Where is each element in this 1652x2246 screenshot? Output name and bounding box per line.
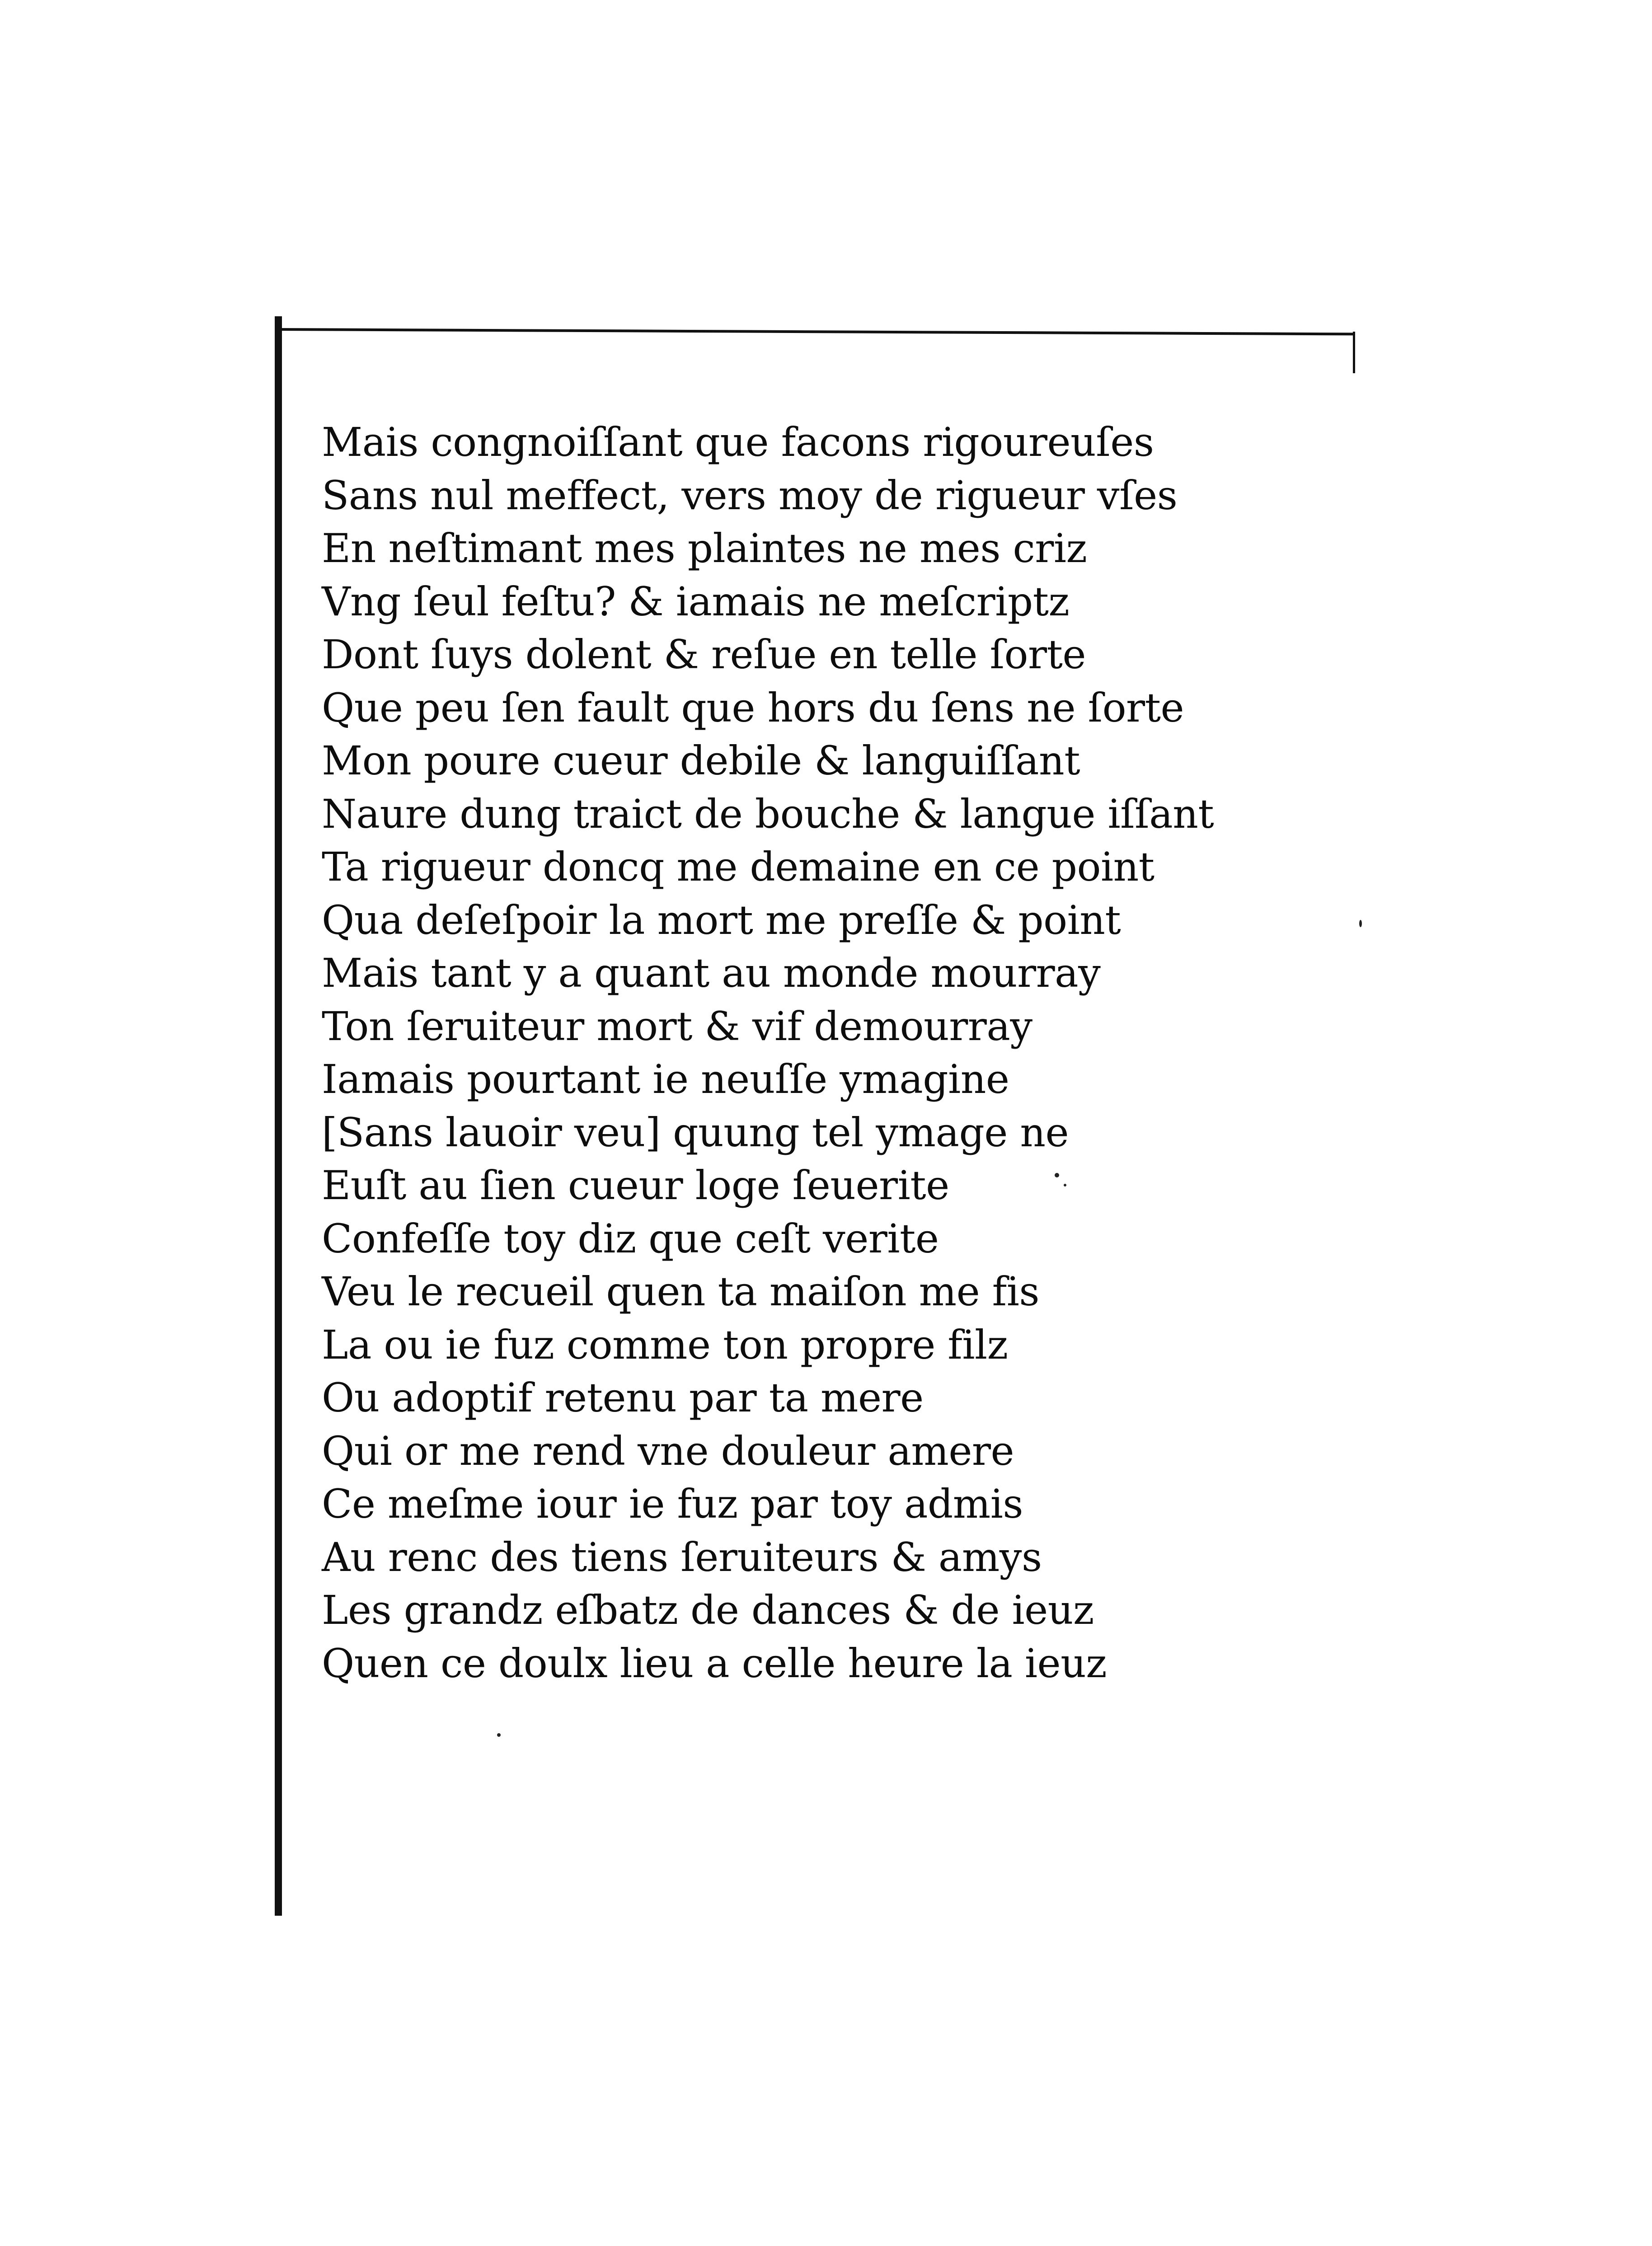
verse-line: [Sans lauoir veu] quung tel ymage ne [322, 1109, 1069, 1156]
verse-line: En neſtimant mes plaintes ne mes criz [322, 525, 1087, 572]
verse-line: Les grandz eſbatz de dances & de ieuz [322, 1587, 1094, 1633]
page-top-border [277, 328, 1355, 335]
verse-line: Mon poure cueur debile & languiſſant [322, 737, 1080, 784]
verse-line: Ta rigueur doncq me demaine en ce point [322, 844, 1155, 890]
page-left-border [275, 316, 282, 1916]
verse-line: Mais tant y a quant au monde mourray [322, 950, 1101, 996]
verse-line: Confeſſe toy diz que ceſt verite [322, 1215, 939, 1262]
verse-line: Au renc des tiens ſeruiteurs & amys [322, 1533, 1042, 1580]
verse-line: Sans nul meffect, vers moy de rigueur vſes [322, 472, 1178, 519]
page-corner-mark [1353, 332, 1355, 373]
verse-line: Ton ſeruiteur mort & vif demourray [322, 1003, 1032, 1050]
ink-speck [497, 1733, 501, 1737]
verse-line: Iamais pourtant ie neuſſe ymagine [322, 1056, 1009, 1102]
verse-line: Vng ſeul feſtu? & iamais ne meſcriptz [322, 578, 1070, 625]
verse-line: Dont ſuys dolent & reſue en telle ſorte [322, 631, 1086, 678]
verse-line: Quen ce doulx lieu a celle heure la ieuz [322, 1640, 1107, 1687]
verse-line: Naure dung traict de bouche & langue iſſant [322, 790, 1214, 837]
verse-line: Veu le recueil quen ta maiſon me fis [322, 1268, 1039, 1315]
verse-line: Mais congnoiſſant que facons rigoureuſes [322, 419, 1154, 465]
verse-line: Qua deſeſpoir la mort me preſſe & point [322, 896, 1121, 943]
verse-line: Que peu ſen fault que hors du ſens ne ſorte [322, 684, 1184, 731]
verse-line: La ou ie fuz comme ton propre filz [322, 1321, 1008, 1368]
verse-line: Euſt au ſien cueur loge ſeuerite [322, 1162, 949, 1209]
verse-line: Ou adoptif retenu par ta mere [322, 1374, 924, 1421]
verse-line: Qui or me rend vne douleur amere [322, 1427, 1014, 1474]
poem-text-block [322, 416, 1361, 1690]
verse-line: Ce meſme iour ie fuz par toy admis [322, 1481, 1023, 1527]
